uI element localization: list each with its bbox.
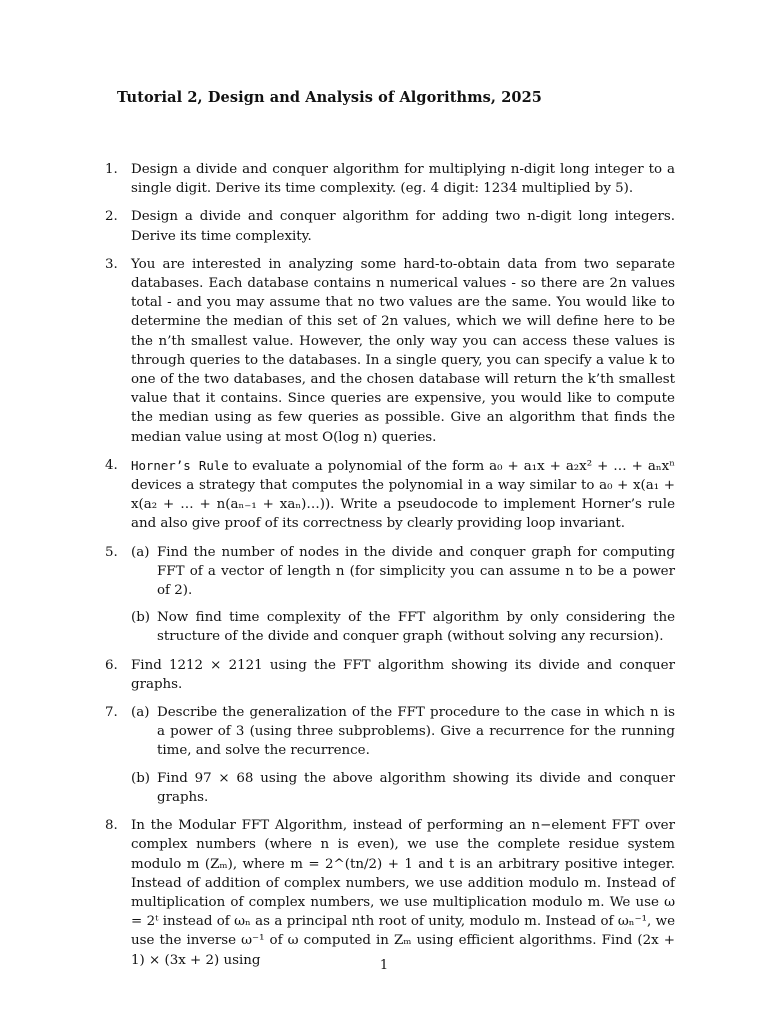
question-number: 5.: [105, 544, 118, 560]
question-number: 1.: [105, 162, 118, 177]
question-number: 7.: [105, 705, 118, 721]
subquestion-label: (a): [131, 544, 150, 560]
question-number: 8.: [105, 818, 118, 834]
question-4: [105, 456, 675, 534]
subquestion-text: Find 97 × 68 using the above algorithm showing its divide and conquer graphs.: [157, 770, 675, 805]
question-text: In the Modular FFT Algorithm, instead of performing an n−element FFT over complex numbers (where n is even), we use the complete residue system modulo m (Zₘ), where m = 2^(tn/2) + 1 and t is an arbitrary positive integer. Instead of addition of complex numbers, we use addition modulo m. Instead of multiplication of complex numbers, we use multiplication modulo m. We use ω = 2ᵗ instead of ωₙ as a principal nth root of unity, modulo m. Instead of ωₙ⁻¹, we use the inverse ω⁻¹ of ω computed in Zₘ using efficient algorithms. Find (2x + 1) × (3x + 2) using: [131, 818, 675, 968]
question-text: You are interested in analyzing some hard-to-obtain data from two separate databases. Each database contains n numerical values - so there are 2n values total - and you may assume that no two values are the same. You would like to determine the median of this set of 2n values, which we will define here to be the n’th smallest value. However, the only way you can access these values is through queries to the databases. In a single query, you can specify a value k to one of the two databases, and the chosen database will return the k’th smallest value that it contains. Since queries are expensive, you would like to compute the median using as few queries as possible. Give an algorithm that finds the median value using at most O(log n) queries.: [131, 256, 675, 445]
subquestion-b: [131, 608, 675, 646]
subquestion-b: [131, 769, 675, 807]
subquestion-label: (b): [131, 770, 151, 786]
question-6: [105, 656, 675, 694]
question-text: to evaluate a polynomial of the form a₀ + a₁x + a₂x² + … + aₙxⁿ devices a strategy that computes the polynomial in a way similar to a₀ + x(a₁ + x(a₂ + … + n(aₙ₋₁ + xaₙ)…)). Write a pseudocode to implement Horner’s rule and also give proof of its correctness by clearly providing loop invariant.: [131, 458, 675, 532]
question-text: Design a divide and conquer algorithm for adding two n-digit long integers. Derive its time complexity.: [131, 209, 675, 244]
question-3: [105, 255, 675, 447]
question-list: [105, 160, 675, 979]
question-5: [105, 543, 675, 647]
subquestion-label: (a): [131, 705, 150, 721]
question-2: [105, 207, 675, 245]
question-number: 3.: [105, 256, 118, 272]
question-7: [105, 703, 675, 807]
subquestion-text: Find the number of nodes in the divide and conquer graph for computing FFT of a vector of length n (for simplicity you can assume n to be a power of 2).: [157, 544, 675, 599]
subquestion-text: Now find time complexity of the FFT algorithm by only considering the structure of the divide and conquer graph (without solving any recursion).: [157, 610, 675, 645]
subquestion-a: [131, 703, 675, 761]
page-number: 1: [379, 958, 389, 973]
question-number: 2.: [105, 209, 118, 225]
question-number: 6.: [105, 657, 118, 673]
horners-rule-term: Horner’s Rule: [131, 457, 229, 473]
subquestion-a: [131, 543, 675, 601]
subquestion-text: Describe the generalization of the FFT procedure to the case in which n is a power of 3 (using three subproblems). Give a recurrence for the running time, and solve the recurrence.: [157, 705, 675, 759]
question-number: 4.: [105, 457, 118, 473]
question-8: [105, 816, 675, 970]
subquestion-label: (b): [131, 610, 151, 626]
question-text: Find 1212 × 2121 using the FFT algorithm showing its divide and conquer graphs.: [131, 657, 675, 692]
question-text: Design a divide and conquer algorithm for multiplying n-digit long integer to a single digit. Derive its time complexity. (eg. 4 digit: 1234 multiplied by 5).: [131, 162, 675, 197]
page-title: Tutorial 2, Design and Analysis of Algorithms, 2025: [117, 89, 542, 106]
question-1: [105, 160, 675, 198]
